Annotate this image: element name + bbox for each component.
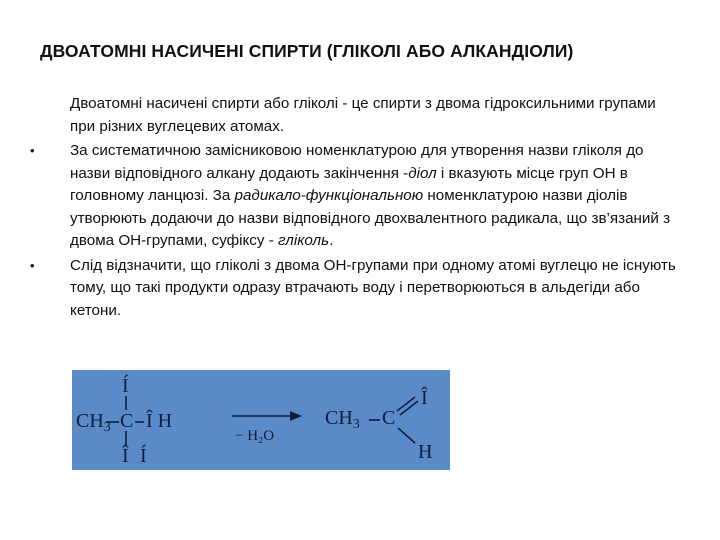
text-segment: За систематичною замісниковою номенклатурою для утворення назви гліколя до назви відповідного алкану додають закінчення - xyxy=(70,142,644,182)
slide-title: ДВОАТОМНІ НАСИЧЕНІ СПИРТИ (ГЛІКОЛІ АБО АЛКАНДІОЛИ) xyxy=(40,41,574,61)
reaction-arrow-head xyxy=(290,411,302,421)
product-bottom-right: H xyxy=(418,441,433,463)
text-segment: Слід відзначити, що гліколі з двома ОН-групами при одному атомі вуглецю не існують тому, що такі продукти одразу втрачають воду і перетворюються в альдегіди або кетони. xyxy=(70,256,676,319)
slide-body xyxy=(30,93,685,324)
italic-term: радикало-функціональною xyxy=(234,187,424,204)
bullet-marker: • xyxy=(30,257,35,273)
paragraph-2 xyxy=(30,140,685,253)
reactant-bottom-right: Í xyxy=(140,445,147,467)
product-ch3: $CH_3$ xyxy=(325,407,360,432)
italic-term: гліколь xyxy=(277,232,330,249)
text-segment: . xyxy=(329,232,334,249)
reaction-svg xyxy=(72,370,450,470)
text-segment: Двоатомні насичені спирти або гліколі - це спирти з двома гідроксильними групами при різних вуглецевих атомах. xyxy=(70,95,656,135)
reactant-bottom-left: Î xyxy=(122,445,129,467)
reactant-ch3: $CH_3$ xyxy=(76,410,111,435)
text-segment: номенклатурою назви діолів утворюють додаючи до назви відповідного двохвалентного радикала, що зв’язаний з двома ОН-групами, суфіксу - xyxy=(70,187,671,249)
product-center-c: C xyxy=(382,407,396,429)
bullet-marker: • xyxy=(30,143,35,158)
text-segment: і вказують місце груп ОН в головному ланцюзі. За xyxy=(70,164,628,204)
paragraph-3 xyxy=(30,255,685,323)
reactant-center-c: C xyxy=(120,410,134,432)
product-bond-bottom xyxy=(398,428,415,443)
reaction-condition: − Н₂О xyxy=(235,428,275,444)
reaction-diagram xyxy=(72,370,450,470)
reactant-right-group: Î Н xyxy=(146,410,173,432)
product-double-bond-2 xyxy=(400,401,418,415)
reactant-top-oh: Í xyxy=(122,375,129,397)
product-double-bond-1 xyxy=(397,397,415,411)
italic-term: діол xyxy=(408,164,437,182)
paragraph-1 xyxy=(30,93,685,138)
product-top-right: Î xyxy=(421,387,428,409)
